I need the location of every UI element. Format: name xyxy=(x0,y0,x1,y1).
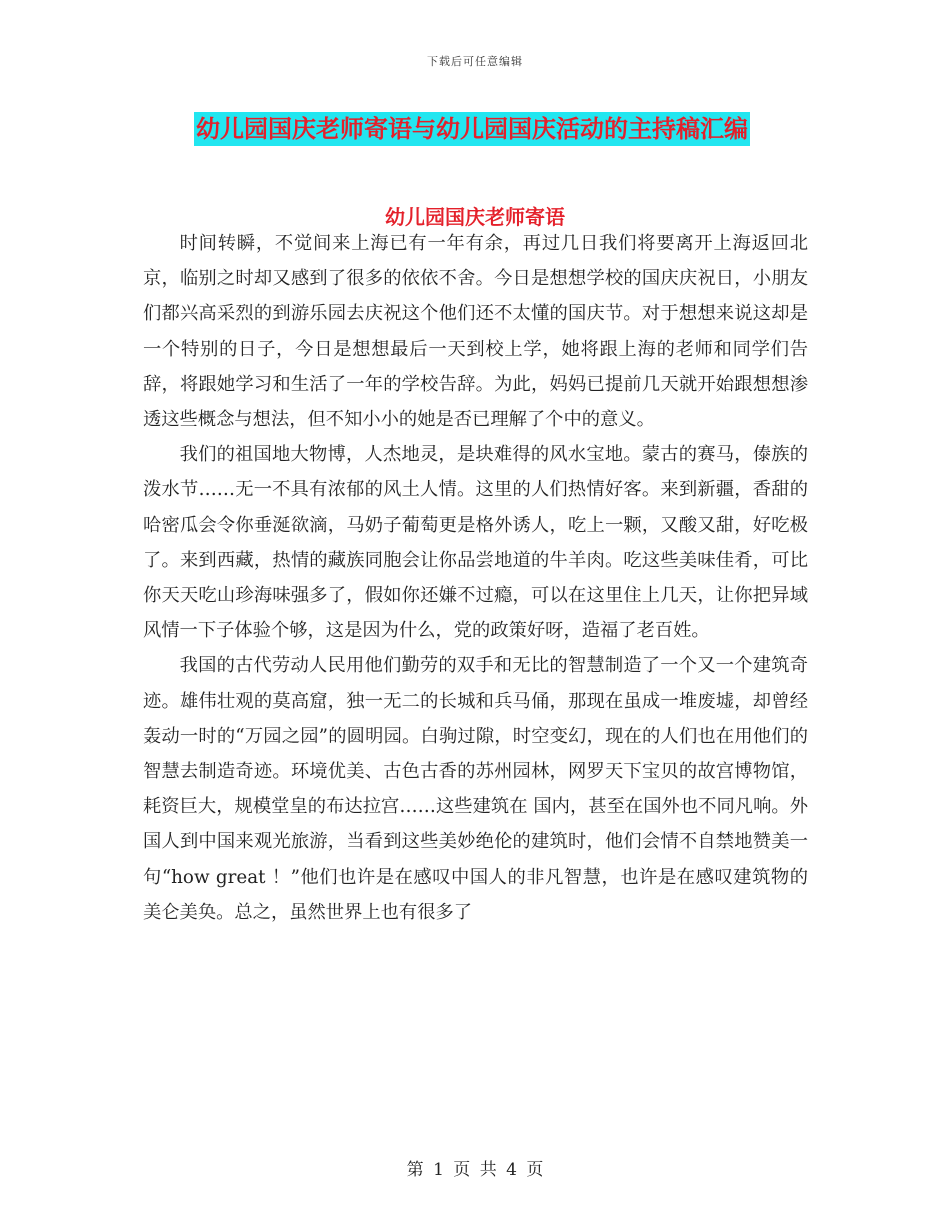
section-title: 幼儿园国庆老师寄语 xyxy=(385,205,565,229)
paragraph-3: 我国的古代劳动人民用他们勤劳的双手和无比的智慧制造了一个又一个建筑奇迹。雄伟壮观的莫高窟，独一无二的长城和兵马俑，那现在虽成一堆废墟，却曾经轰动一时的“万园之园”的圆明园。白驹过隙，时空变幻，现在的人们也在用他们的智慧去制造奇迹。环境优美、古色古香的苏州园林，网罗天下宝贝的故宫博物馆，耗资巨大，规模堂皇的布达拉宫……这些建筑在 国内，甚至在国外也不同凡响。外国人到中国来观光旅游，当看到这些美妙绝伦的建筑时，他们会情不自禁地赞美一句“how great ！”他们也许是在感叹中国人的非凡智慧，也许是在感叹建筑物的美仑美奂。总之，虽然世界上也有很多了 xyxy=(143,655,808,923)
paragraph-2: 我们的祖国地大物博，人杰地灵，是块难得的风水宝地。蒙古的赛马，傣族的泼水节……无一不具有浓郁的风土人情。这里的人们热情好客。来到新疆，香甜的哈密瓜会令你垂涎欲滴，马奶子葡萄更是格外诱人，吃上一颗，又酸又甜，好吃极了。来到西藏，热情的藏族同胞会让你品尝地道的牛羊肉。吃这些美味佳肴，可比你天天吃山珍海味强多了，假如你还嫌不过瘾，可以在这里住上几天，让你把异域风情一下子体验个够，这是因为什么，党的政策好呀，造福了老百姓。 xyxy=(143,444,808,642)
header-note: 下载后可任意编辑 xyxy=(427,55,523,68)
page-footer: 第 1 页 共 4 页 xyxy=(406,1160,544,1180)
document-title: 幼儿园国庆老师寄语与幼儿园国庆活动的主持稿汇编 xyxy=(194,112,750,146)
body-text xyxy=(143,226,808,930)
paragraph-1: 时间转瞬，不觉间来上海已有一年有余，再过几日我们将要离开上海返回北京，临别之时却又感到了很多的依依不舍。今日是想想学校的国庆庆祝日，小朋友们都兴高采烈的到游乐园去庆祝这个他们还不太懂的国庆节。对于想想来说这却是一个特别的日子，今日是想想最后一天到校上学，她将跟上海的老师和同学们告辞，将跟她学习和生活了一年的学校告辞。为此，妈妈已提前几天就开始跟想想渗透这些概念与想法，但不知小小的她是否已理解了个中的意义。 xyxy=(143,233,808,431)
